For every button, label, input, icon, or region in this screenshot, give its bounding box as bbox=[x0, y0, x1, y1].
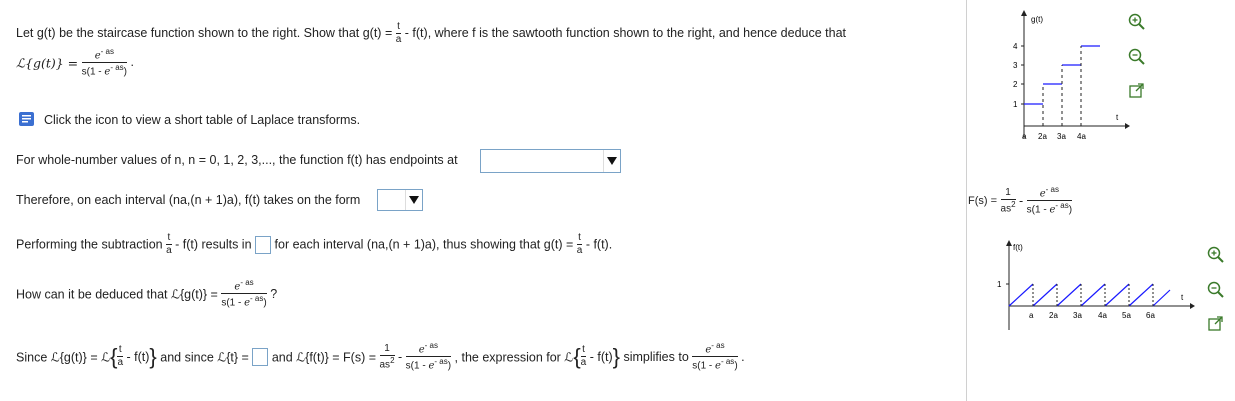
zoom-in-icon[interactable] bbox=[1207, 246, 1225, 264]
f-xtick-5a: 5a bbox=[1122, 311, 1131, 320]
laplace-table-book-icon[interactable] bbox=[18, 111, 36, 127]
f-xtick-3a: 3a bbox=[1073, 311, 1082, 320]
intro-line bbox=[16, 22, 846, 45]
laplace-fraction: $\frac{e^{- as}}{s(1 - e^{- as})}$ bbox=[81, 47, 128, 78]
f-xtick-a: a bbox=[1029, 311, 1034, 320]
f-xtick-6a: 6a bbox=[1146, 311, 1155, 320]
g-ylabel: g(t) bbox=[1031, 15, 1043, 24]
popout-icon[interactable] bbox=[1207, 315, 1225, 333]
intro-mid-text: - f(t), where f is the sawtooth function shown to the right, and hence deduce that bbox=[404, 25, 847, 40]
form-dropdown[interactable] bbox=[377, 189, 423, 211]
t-over-a-fraction: $\frac{t}{a}$ bbox=[395, 21, 402, 45]
g-ytick-2: 2 bbox=[1013, 80, 1018, 89]
q4-line: How can it be deduced that ℒ{g(t)} = $\frac{e^{- as}}{s(1 - e^{- as})}$ ? bbox=[16, 278, 278, 309]
staircase-graph bbox=[1000, 8, 1130, 148]
panel-divider bbox=[966, 0, 967, 401]
zoom-in-icon[interactable] bbox=[1128, 13, 1146, 31]
q3-line: Performing the subtraction $\frac{t}{a}$ - f(t) results in for each interval (na,(n + 1)a), thus showing that g(t) = $\frac{t}{a}$ - f(t). bbox=[16, 232, 613, 256]
q5-line: Since ℒ{g(t)} = ℒ{ $\frac{t}{a}$ - f(t)} and since ℒ{t} = and ℒ{f(t)} = F(s) = $\frac{1}{as^2}$ - $\frac{e^{- as}}{s(1 - e^{- as})}$ , the expression for ℒ{ $\frac{t}{a}$ - f(t)} simplifies to $\frac{e^{- as}}{s(1 - e^{- as})}$ . bbox=[16, 341, 745, 372]
help-text[interactable]: Click the icon to view a short table of Laplace transforms. bbox=[44, 113, 361, 127]
g-xlabel: t bbox=[1116, 113, 1119, 122]
g-xtick-4a: 4a bbox=[1077, 132, 1086, 141]
sawtooth-graph bbox=[985, 240, 1200, 340]
sawtooth-teeth bbox=[1009, 284, 1170, 306]
g-ytick-3: 3 bbox=[1013, 61, 1018, 70]
zoom-out-icon[interactable] bbox=[1207, 281, 1225, 299]
g-xtick-a: a bbox=[1022, 132, 1027, 141]
q2-text: Therefore, on each interval (na,(n + 1)a), f(t) takes on the form bbox=[16, 193, 361, 207]
laplace-formula: ℒ{g(t)} = $\frac{e^{- as}}{s(1 - e^{- as})}$ . bbox=[16, 47, 134, 78]
endpoints-dropdown[interactable] bbox=[480, 149, 621, 173]
laplace-g-label: ℒ{g(t)} = bbox=[16, 55, 79, 71]
g-xtick-3a: 3a bbox=[1057, 132, 1066, 141]
laplace-t-input[interactable] bbox=[252, 348, 268, 366]
g-ytick-4: 4 bbox=[1013, 42, 1018, 51]
intro-text: Let g(t) be the staircase function shown to the right. Show that g(t) = bbox=[16, 25, 393, 40]
popout-icon[interactable] bbox=[1128, 82, 1146, 100]
g-xtick-2a: 2a bbox=[1038, 132, 1047, 141]
staircase-jumps bbox=[1024, 46, 1081, 126]
f-ylabel: f(t) bbox=[1013, 243, 1023, 252]
chevron-down-icon bbox=[607, 157, 617, 165]
Fs-formula: F(s) = $\frac{1}{as^2}$ - $\frac{e^{- as}}{s(1 - e^{- as})}$ bbox=[968, 185, 1073, 216]
g-ytick-1: 1 bbox=[1013, 100, 1018, 109]
f-xlabel: t bbox=[1181, 293, 1184, 302]
subtraction-result-input[interactable] bbox=[255, 236, 271, 254]
q1-text: For whole-number values of n, n = 0, 1, 2, 3,..., the function f(t) has endpoints at bbox=[16, 153, 458, 167]
chevron-down-icon bbox=[409, 196, 419, 204]
f-xtick-4a: 4a bbox=[1098, 311, 1107, 320]
zoom-out-icon[interactable] bbox=[1128, 48, 1146, 66]
f-ytick-1: 1 bbox=[997, 280, 1002, 289]
f-xtick-2a: 2a bbox=[1049, 311, 1058, 320]
